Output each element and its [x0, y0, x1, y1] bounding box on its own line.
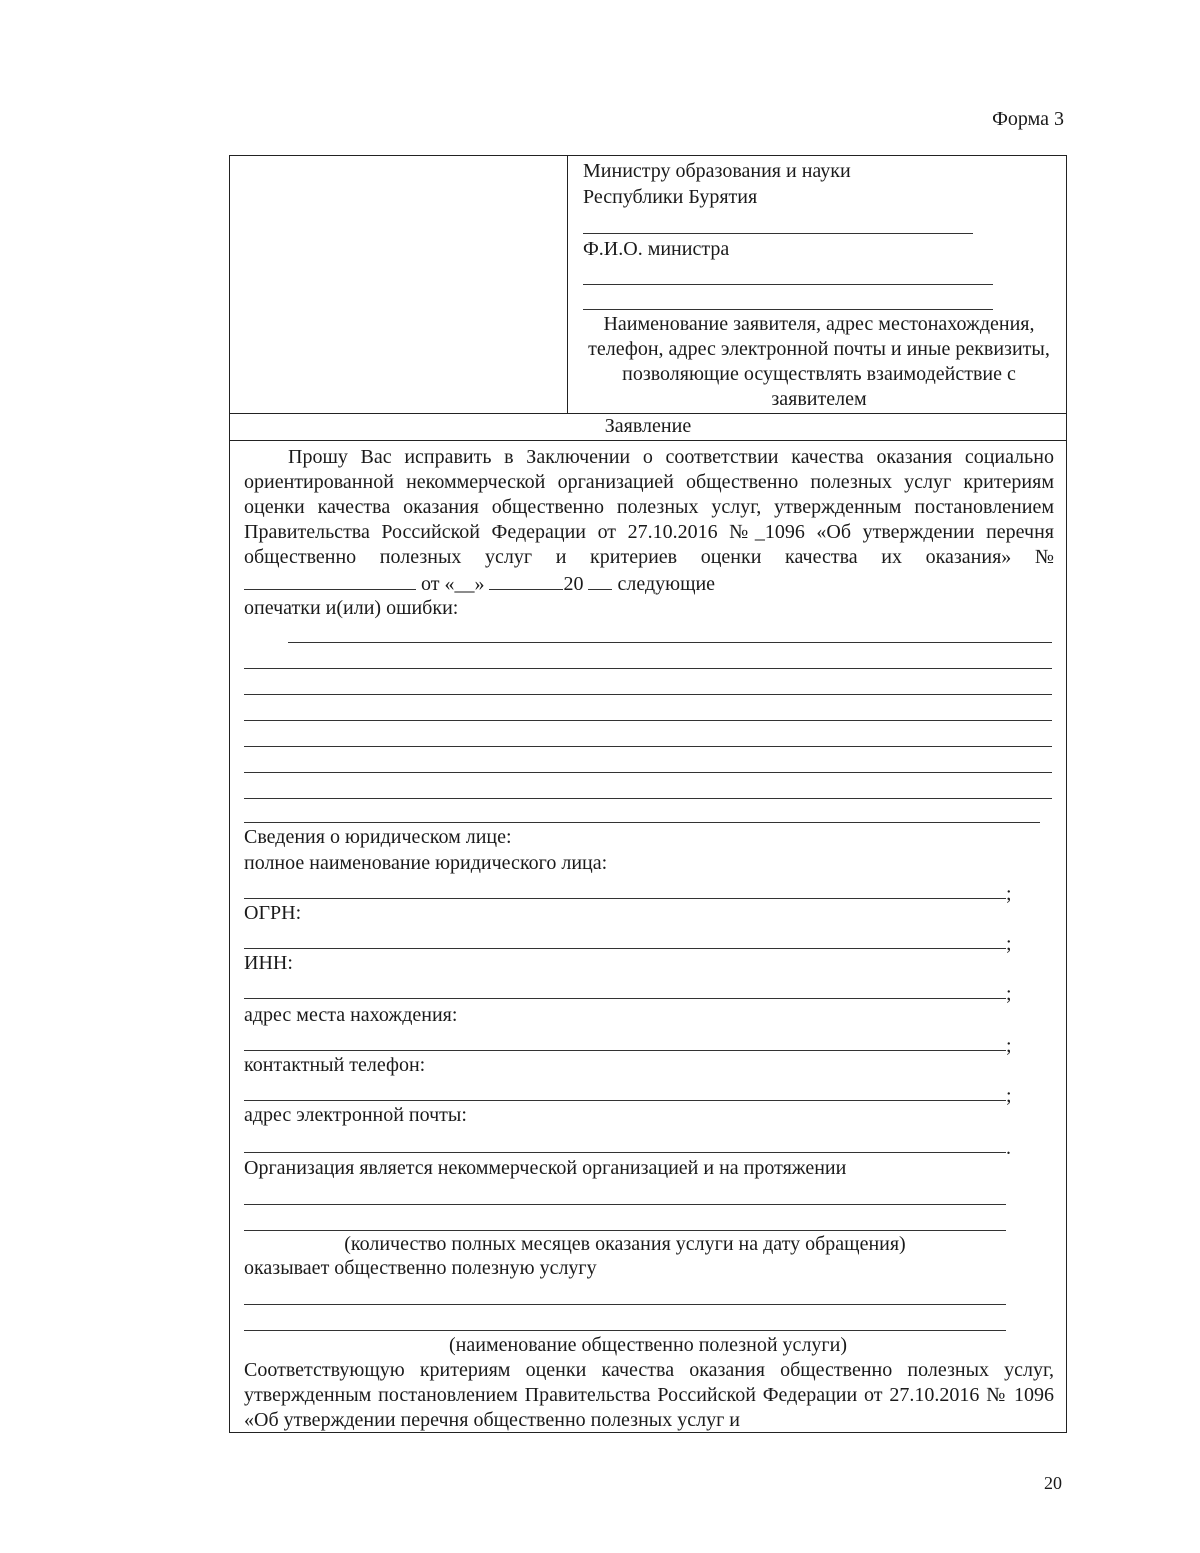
address-field[interactable]: [244, 1050, 1006, 1051]
full-name-label: полное наименование юридического лица:: [244, 852, 608, 874]
full-name-field[interactable]: [244, 898, 1006, 899]
errors-line-4[interactable]: [244, 720, 1052, 721]
year-field[interactable]: [588, 570, 612, 590]
applicant-caption: Наименование заявителя, адрес местонахождения, телефон, адрес электронной почты и иные реквизиты, позволяющие осуществлять взаимодействие с заявителем: [588, 313, 1050, 410]
addressee-line2: Республики Бурятия: [583, 186, 758, 208]
addressee-line1: Министру образования и науки: [583, 160, 851, 182]
phone-label: контактный телефон:: [244, 1054, 426, 1076]
errors-line-6[interactable]: [244, 772, 1052, 773]
service-field-1[interactable]: [244, 1304, 1006, 1305]
months-field-1[interactable]: [244, 1204, 1006, 1205]
service-field-2[interactable]: [244, 1330, 1006, 1331]
semicolon: ;: [1006, 883, 1012, 905]
year-prefix: 20: [563, 573, 584, 595]
email-field[interactable]: [244, 1152, 1006, 1153]
form-frame: [229, 155, 1067, 1433]
month-field[interactable]: [489, 570, 563, 590]
inn-label: ИНН:: [244, 952, 293, 974]
legal-entity-heading: Сведения о юридическом лице:: [244, 826, 512, 848]
errors-line-3[interactable]: [244, 694, 1052, 695]
organization-line2: оказывает общественно полезную услугу: [244, 1257, 597, 1279]
addressee-blank-line[interactable]: [583, 233, 973, 234]
conclusion-number-field[interactable]: [244, 570, 416, 590]
semicolon: ;: [1006, 1035, 1012, 1057]
email-label: адрес электронной почты:: [244, 1104, 467, 1126]
phone-field[interactable]: [244, 1100, 1006, 1101]
statement-title: Заявление: [230, 415, 1066, 441]
column-divider: [567, 156, 568, 414]
statement-paragraph: [244, 445, 1054, 597]
errors-label: опечатки и(или) ошибки:: [244, 597, 459, 619]
page-number: 20: [1044, 1473, 1062, 1493]
errors-line-2[interactable]: [244, 668, 1052, 669]
addressee-text: [583, 158, 1053, 210]
from-label: от «__»: [421, 573, 485, 595]
semicolon: ;: [1006, 983, 1012, 1005]
form-label: Форма 3: [992, 108, 1064, 130]
months-caption: (количество полных месяцев оказания услуги на дату обращения): [344, 1233, 906, 1255]
applicant-line[interactable]: [583, 309, 993, 310]
errors-line-7[interactable]: [244, 798, 1052, 799]
organization-line1: Организация является некоммерческой организацией и на протяжении: [244, 1157, 847, 1179]
inn-field[interactable]: [244, 998, 1006, 999]
errors-line-5[interactable]: [244, 746, 1052, 747]
semicolon: ;: [1006, 1085, 1012, 1107]
months-field-2[interactable]: [244, 1230, 1006, 1231]
ogrn-label: ОГРН:: [244, 902, 302, 924]
semicolon: ;: [1006, 933, 1012, 955]
errors-line-1[interactable]: [288, 642, 1052, 643]
service-caption: (наименование общественно полезной услуги): [449, 1334, 847, 1356]
final-paragraph: Соответствующую критериям оценки качества оказания общественно полезных услуг, утвержденным постановлением Правительства Российской Федерации от 27.10.2016 № 1096 «Об утверждении перечня общественно полезных услуг и: [244, 1359, 1054, 1431]
addressee-block: [230, 156, 1066, 414]
address-label: адрес места нахождения:: [244, 1004, 458, 1026]
statement-text: Прошу Вас исправить в Заключении о соответствии качества оказания социально ориентированной некоммерческой организацией общественно полезных услуг критериям оценки качества оказания общественно полезных услуг, утвержденным постановлением Правительства Российской Федерации от 27.10.2016 №_1096 «Об утверждении перечня общественно полезных услуг и критериев оценки качества их оказания» №: [244, 446, 1054, 568]
period: .: [1006, 1137, 1011, 1159]
errors-line-8[interactable]: [244, 822, 1040, 823]
following-label: следующие: [617, 573, 716, 595]
minister-fio-label: Ф.И.О. министра: [583, 238, 730, 260]
minister-fio-line[interactable]: [583, 284, 993, 285]
ogrn-field[interactable]: [244, 948, 1006, 949]
